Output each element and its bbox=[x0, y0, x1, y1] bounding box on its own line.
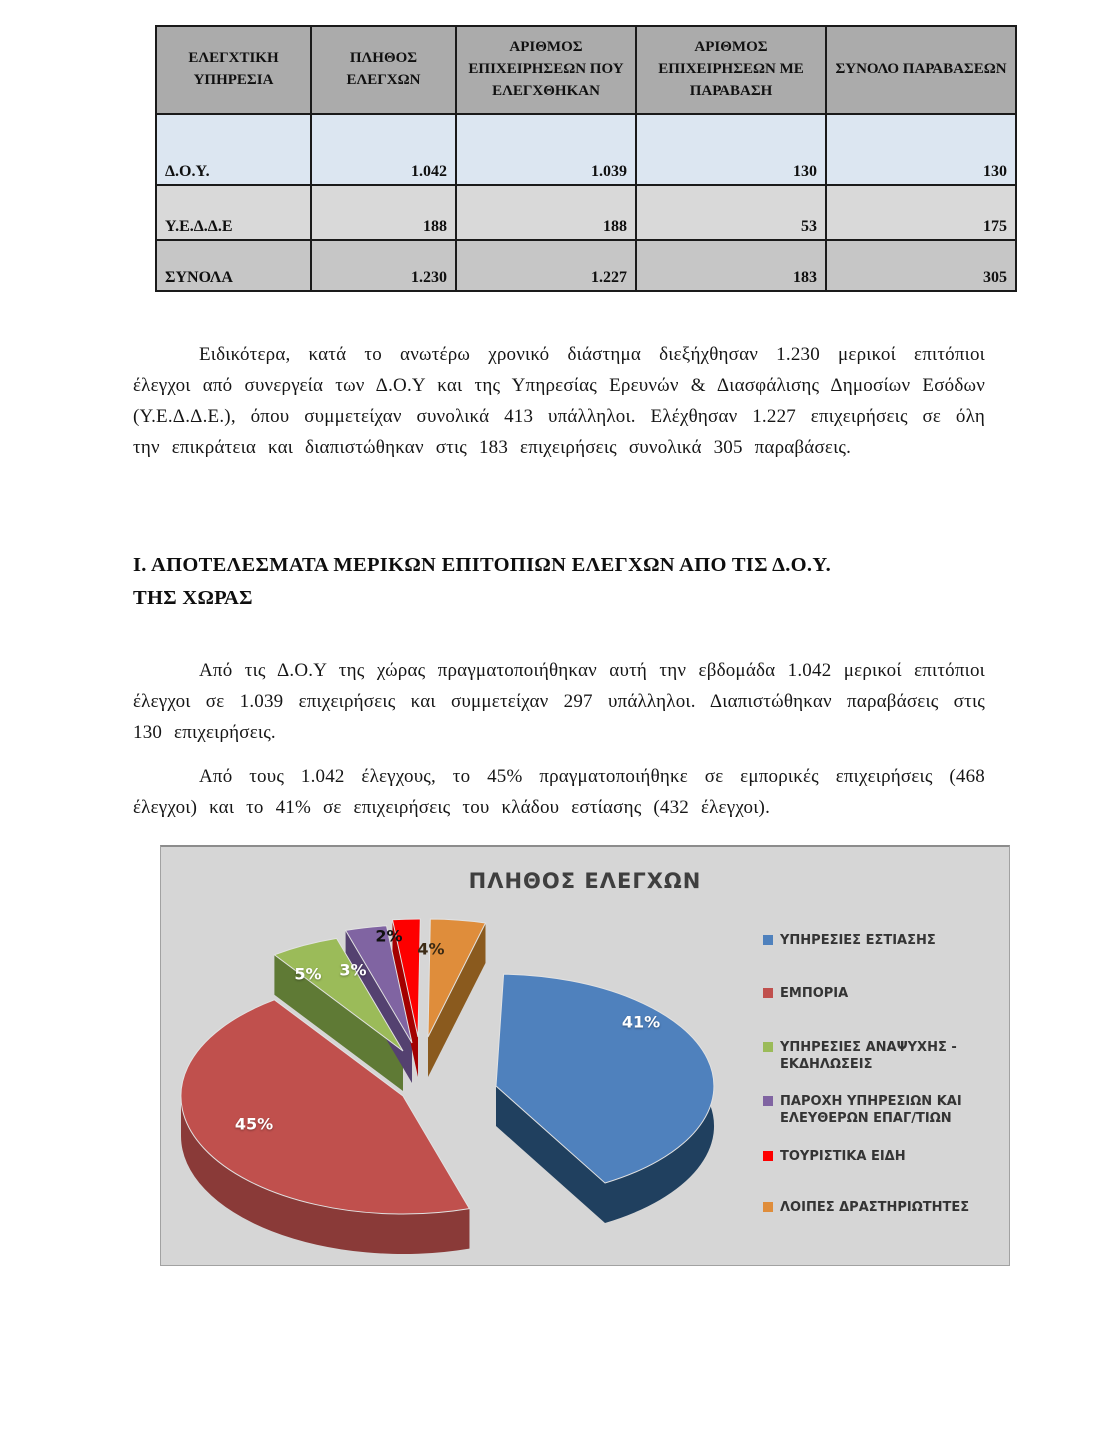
exploded-3d-pie bbox=[161, 910, 781, 1262]
legend-swatch-icon bbox=[763, 988, 773, 998]
legend-label: ΕΜΠΟΡΙΑ bbox=[780, 986, 849, 1001]
legend-item bbox=[763, 1039, 1003, 1073]
legend-swatch-icon bbox=[763, 935, 773, 945]
table-row-totals bbox=[156, 240, 1016, 291]
slice-label-4: 4% bbox=[417, 939, 445, 959]
cell-value: 130 bbox=[636, 114, 826, 185]
legend-label: ΛΟΙΠΕΣ ΔΡΑΣΤΗΡΙΩΤΗΤΕΣ bbox=[780, 1200, 970, 1215]
paragraph-doy-results: Από τις Δ.Ο.Υ της χώρας πραγματοποιήθηκαν αυτή την εβδομάδα 1.042 μερικοί επιτόπιοι έλεγχοι σε 1.039 επιχειρήσεις και συμμετείχαν 297 υπάλληλοι. Διαπιστώθηκαν παραβάσεις στις 130 επιχειρήσεις. bbox=[133, 660, 985, 743]
cell-value: 175 bbox=[826, 185, 1016, 240]
row-label: ΣΥΝΟΛΑ bbox=[156, 240, 311, 291]
cell-value: 53 bbox=[636, 185, 826, 240]
header-businesses-audited: ΑΡΙΘΜΟΣ ΕΠΙΧΕΙΡΗΣΕΩΝ ΠΟΥ ΕΛΕΓΧΘΗΚΑΝ bbox=[456, 26, 636, 114]
section-heading-line1: Ι. ΑΠΟΤΕΛΕΣΜΑΤΑ ΜΕΡΙΚΩΝ ΕΠΙΤΟΠΙΩΝ ΕΛΕΓΧΩΝ ΑΠΟ ΤΙΣ Δ.Ο.Υ. bbox=[133, 554, 831, 576]
cell-value: 1.230 bbox=[311, 240, 456, 291]
legend-label: ΥΠΗΡΕΣΙΕΣ ΕΣΤΙΑΣΗΣ bbox=[780, 933, 936, 948]
section-heading bbox=[133, 549, 1023, 615]
legend-label: ΥΠΗΡΕΣΙΕΣ ΑΝΑΨΥΧΗΣ - ΕΚΔΗΛΩΣΕΙΣ bbox=[780, 1040, 957, 1072]
cell-value: 183 bbox=[636, 240, 826, 291]
row-label: Υ.Ε.Δ.Δ.Ε bbox=[156, 185, 311, 240]
cell-value: 305 bbox=[826, 240, 1016, 291]
audit-results-table bbox=[155, 25, 1017, 292]
header-audit-count: ΠΛΗΘΟΣ ΕΛΕΓΧΩΝ bbox=[311, 26, 456, 114]
legend-swatch-icon bbox=[763, 1202, 773, 1212]
cell-value: 1.042 bbox=[311, 114, 456, 185]
slice-label-3: 3% bbox=[339, 960, 367, 980]
header-total-violations: ΣΥΝΟΛΟ ΠΑΡΑΒΑΣΕΩΝ bbox=[826, 26, 1016, 114]
row-label: Δ.Ο.Υ. bbox=[156, 114, 311, 185]
cell-value: 1.039 bbox=[456, 114, 636, 185]
legend-item bbox=[763, 985, 1003, 1002]
pie-chart-panel bbox=[160, 845, 1010, 1266]
header-audit-service: ΕΛΕΓΧΤΙΚΗ ΥΠΗΡΕΣΙΑ bbox=[156, 26, 311, 114]
chart-title: ΠΛΗΘΟΣ ΕΛΕΓΧΩΝ bbox=[468, 869, 702, 893]
section-heading-line2: ΤΗΣ ΧΩΡΑΣ bbox=[133, 587, 253, 609]
paragraph-summary: Ειδικότερα, κατά το ανωτέρω χρονικό διάστημα διεξήχθησαν 1.230 μερικοί επιτόπιοι έλεγχοι από συνεργεία των Δ.Ο.Υ και της Υπηρεσίας Ερευνών & Διασφάλισης Δημοσίων Εσόδων (Υ.Ε.Δ.Δ.Ε.), όπου συμμετείχαν συνολικά 413 υπάλληλοι. Ελέχθησαν 1.227 επιχειρήσεις σε όλη την επικράτεια και διαπιστώθηκαν στις 183 επιχειρήσεις συνολικά 305 παραβάσεις. bbox=[133, 344, 985, 458]
legend-swatch-icon bbox=[763, 1096, 773, 1106]
table-header-row bbox=[156, 26, 1016, 114]
legend-item bbox=[763, 1148, 1003, 1165]
table-row bbox=[156, 185, 1016, 240]
legend-swatch-icon bbox=[763, 1042, 773, 1052]
legend-swatch-icon bbox=[763, 1151, 773, 1161]
cell-value: 1.227 bbox=[456, 240, 636, 291]
table-row bbox=[156, 114, 1016, 185]
cell-value: 188 bbox=[456, 185, 636, 240]
legend-label: ΤΟΥΡΙΣΤΙΚΑ ΕΙΔΗ bbox=[780, 1149, 906, 1164]
paragraph-breakdown: Από τους 1.042 έλεγχους, το 45% πραγματοποιήθηκε σε εμπορικές επιχειρήσεις (468 έλεγχοι) και το 41% σε επιχειρήσεις του κλάδου εστίασης (432 έλεγχοι). bbox=[133, 766, 985, 818]
slice-label-41: 41% bbox=[621, 1012, 661, 1032]
header-businesses-violation: ΑΡΙΘΜΟΣ ΕΠΙΧΕΙΡΗΣΕΩΝ ΜΕ ΠΑΡΑΒΑΣΗ bbox=[636, 26, 826, 114]
slice-label-5: 5% bbox=[294, 964, 322, 984]
legend-item bbox=[763, 1093, 1003, 1127]
legend-item bbox=[763, 1199, 1003, 1216]
legend-item bbox=[763, 932, 1003, 949]
slice-label-45: 45% bbox=[234, 1114, 274, 1134]
cell-value: 130 bbox=[826, 114, 1016, 185]
cell-value: 188 bbox=[311, 185, 456, 240]
slice-label-2: 2% bbox=[375, 926, 403, 946]
legend-label: ΠΑΡΟΧΗ ΥΠΗΡΕΣΙΩΝ ΚΑΙ ΕΛΕΥΘΕΡΩΝ ΕΠΑΓ/ΤΙΩΝ bbox=[780, 1094, 962, 1126]
